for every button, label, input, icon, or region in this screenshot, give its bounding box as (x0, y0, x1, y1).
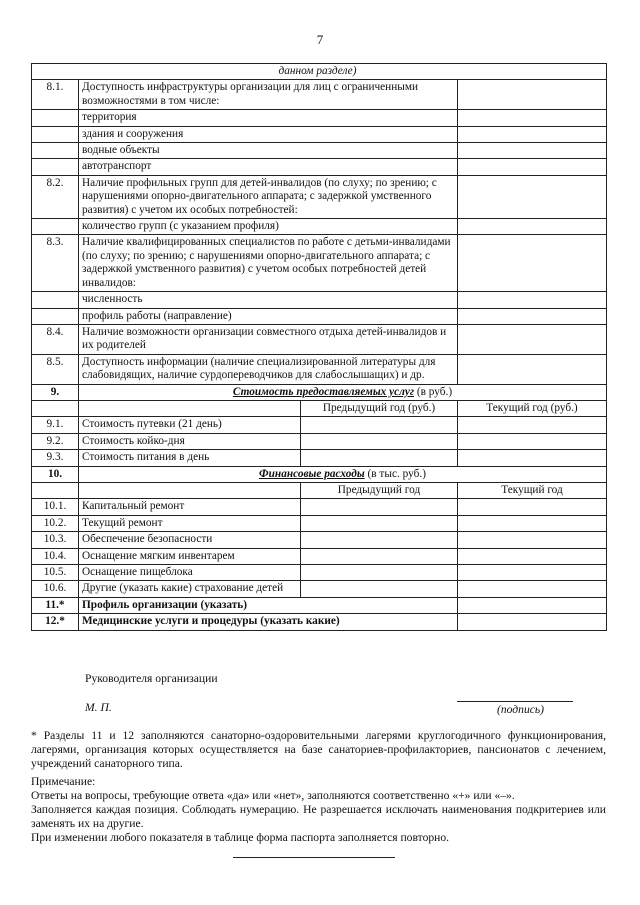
answer-cell[interactable] (458, 354, 607, 384)
row-number: 8.3. (32, 235, 79, 292)
row-label: Наличие профильных групп для детей-инвалидов (по слуху; по зрению; с нарушениями опорно-двигательного аппарата; с задержкой умственного развития) с учетом их особых потребностей: (79, 175, 458, 218)
value-cell[interactable] (301, 499, 458, 515)
note-line: Ответы на вопросы, требующие ответа «да» или «нет», заполняются соответственно «+» или «–». (31, 789, 515, 802)
signature-line (457, 701, 573, 702)
value-cell[interactable] (301, 433, 458, 449)
table-row (32, 482, 607, 498)
row-label: Оснащение мягким инвентарем (79, 548, 301, 564)
row-label: Стоимость путевки (21 день) (79, 417, 301, 433)
answer-cell[interactable] (458, 324, 607, 354)
section-number: 10. (32, 466, 79, 482)
section-title-text: Стоимость предоставляемых услуг (232, 385, 415, 398)
row-number: 8.2. (32, 175, 79, 218)
value-cell[interactable] (458, 499, 607, 515)
sub-row-label: водные объекты (79, 143, 458, 159)
sub-row-label: численность (79, 292, 458, 308)
table-row (32, 466, 607, 482)
column-header-current-year: Текущий год (руб.) (458, 400, 607, 416)
table-row (32, 80, 607, 110)
note-title: Примечание: (31, 775, 96, 788)
value-cell[interactable] (458, 417, 607, 433)
section-unit: (в руб.) (414, 385, 453, 398)
row-number: 10.2. (32, 515, 79, 531)
table-row (32, 110, 607, 126)
value-cell[interactable] (458, 532, 607, 548)
answer-cell[interactable] (458, 80, 607, 110)
column-header-current-year: Текущий год (458, 482, 607, 498)
row-number: 10.4. (32, 548, 79, 564)
value-cell[interactable] (301, 548, 458, 564)
table-row (32, 499, 607, 515)
row-label: Оснащение пищеблока (79, 565, 301, 581)
answer-cell[interactable] (458, 159, 607, 175)
note-line: Заполняется каждая позиция. Соблюдать нумерацию. Не разрешается исключать наименования подкритериев или заменять их на другие. (31, 803, 606, 830)
value-cell[interactable] (458, 565, 607, 581)
row-number: 10.5. (32, 565, 79, 581)
value-cell[interactable] (458, 450, 607, 466)
passport-table-wrap (31, 63, 606, 631)
section-title (79, 466, 607, 482)
row-label: Стоимость койко-дня (79, 433, 301, 449)
table-row (32, 565, 607, 581)
row-label: Стоимость питания в день (79, 450, 301, 466)
value-cell[interactable] (301, 417, 458, 433)
row-number: 10.1. (32, 499, 79, 515)
note-line: При изменении любого показателя в таблице форма паспорта заполняется повторно. (31, 831, 450, 844)
row-label: Обеспечение безопасности (79, 532, 301, 548)
value-cell[interactable] (301, 515, 458, 531)
answer-cell[interactable] (458, 219, 607, 235)
value-cell[interactable] (301, 532, 458, 548)
section-title-text: Финансовые расходы (259, 467, 365, 480)
row-label: Наличие квалифицированных специалистов по работе с детьми-инвалидами (по слуху; по зрению; с нарушениями опорно-двигательного аппарата; с задержкой умственного развития) с учетом особых потребностей детей инвалидов: (79, 235, 458, 292)
answer-cell[interactable] (458, 126, 607, 142)
table-row (32, 354, 607, 384)
sub-row-label: автотранспорт (79, 159, 458, 175)
table-row (32, 64, 607, 80)
table-row (32, 400, 607, 416)
sub-row-label: профиль работы (направление) (79, 308, 458, 324)
table-row (32, 433, 607, 449)
note-block (31, 775, 606, 845)
table-row (32, 292, 607, 308)
value-cell[interactable] (458, 581, 607, 597)
value-cell[interactable] (301, 565, 458, 581)
section-number: 9. (32, 384, 79, 400)
answer-cell[interactable] (458, 597, 607, 613)
value-cell[interactable] (301, 581, 458, 597)
section-title: Профиль организации (указать) (79, 597, 458, 613)
row-label: Наличие возможности организации совместного отдыха детей-инвалидов и их родителей (79, 324, 458, 354)
table-row (32, 235, 607, 292)
row-number: 8.5. (32, 354, 79, 384)
table-row (32, 143, 607, 159)
answer-cell[interactable] (458, 614, 607, 630)
passport-table (31, 63, 607, 631)
table-row (32, 384, 607, 400)
row-number: 8.4. (32, 324, 79, 354)
row-number: 10.3. (32, 532, 79, 548)
table-row (32, 548, 607, 564)
footnote: * Разделы 11 и 12 заполняются санаторно-оздоровительными лагерями круглогодичного функционирования, лагерями, организация которых осуществляется на базе санаториев-профилакториев, пансионатов с лечением, учреждений санаторного типа. (31, 729, 606, 770)
row-label: Доступность инфраструктуры организации для лиц с ограниченными возможностями в том числе: (79, 80, 458, 110)
answer-cell[interactable] (458, 308, 607, 324)
table-row (32, 597, 607, 613)
table-row (32, 175, 607, 218)
row-number: 10.6. (32, 581, 79, 597)
table-row (32, 159, 607, 175)
row-number: 9.1. (32, 417, 79, 433)
section-continuation: данном разделе) (32, 64, 607, 80)
table-row (32, 581, 607, 597)
section-number: 12.* (32, 614, 79, 630)
value-cell[interactable] (458, 433, 607, 449)
answer-cell[interactable] (458, 110, 607, 126)
table-row (32, 308, 607, 324)
table-row (32, 417, 607, 433)
stamp-place-label: М. П. (85, 701, 112, 714)
signature-caption: (подпись) (497, 703, 545, 716)
value-cell[interactable] (301, 450, 458, 466)
section-title: Медицинские услуги и процедуры (указать какие) (79, 614, 458, 630)
table-row (32, 324, 607, 354)
table-row (32, 219, 607, 235)
row-label: Доступность информации (наличие специализированной литературы для слабовидящих, наличие сурдопереводчиков для слабослышащих) и др. (79, 354, 458, 384)
column-header-previous-year: Предыдущий год (301, 482, 458, 498)
sub-row-label: здания и сооружения (79, 126, 458, 142)
page-number: 7 (316, 32, 324, 47)
answer-cell[interactable] (458, 292, 607, 308)
section-number: 11.* (32, 597, 79, 613)
answer-cell[interactable] (458, 175, 607, 218)
end-divider (233, 857, 395, 858)
row-label: Капитальный ремонт (79, 499, 301, 515)
sub-row-label: территория (79, 110, 458, 126)
table-row (32, 450, 607, 466)
row-label: Текущий ремонт (79, 515, 301, 531)
column-header-previous-year: Предыдущий год (руб.) (301, 400, 458, 416)
answer-cell[interactable] (458, 235, 607, 292)
row-label: Другие (указать какие) страхование детей (79, 581, 301, 597)
signature-head-label: Руководителя организации (85, 672, 218, 685)
answer-cell[interactable] (458, 143, 607, 159)
table-row (32, 515, 607, 531)
table-row (32, 126, 607, 142)
row-number: 9.3. (32, 450, 79, 466)
row-number: 8.1. (32, 80, 79, 110)
section-unit: (в тыс. руб.) (364, 467, 426, 480)
value-cell[interactable] (458, 515, 607, 531)
sub-row-label: количество групп (с указанием профиля) (79, 219, 458, 235)
table-row (32, 532, 607, 548)
section-title (79, 384, 607, 400)
value-cell[interactable] (458, 548, 607, 564)
table-row (32, 614, 607, 630)
row-number: 9.2. (32, 433, 79, 449)
